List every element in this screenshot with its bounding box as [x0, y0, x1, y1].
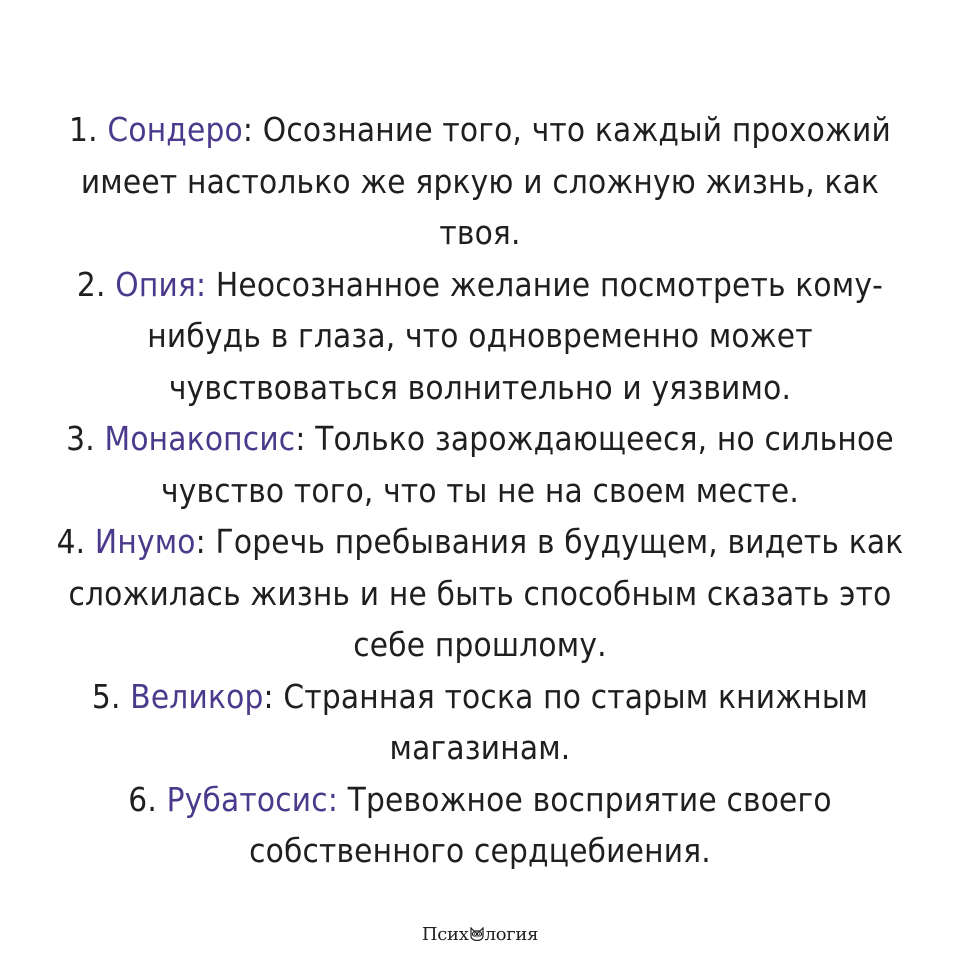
list-item-6	[40, 774, 920, 877]
item-number: 5.	[91, 676, 121, 716]
term-definition: Странная тоска по старым книжным магазинам.	[283, 676, 869, 767]
item-number: 6.	[128, 779, 158, 819]
item-number: 3.	[66, 419, 95, 458]
term-separator: :	[242, 110, 254, 149]
term-definition: Неосознанное желание посмотреть кому-нибудь в глаза, что одновременно может чувствоваться волнительно и уязвимо.	[147, 264, 884, 407]
term-definition: Тревожное восприятие своего собственного сердцебиения.	[249, 779, 832, 870]
list-item-4	[40, 516, 920, 671]
term-label: Сондеро	[107, 110, 243, 149]
term-separator: :	[263, 676, 274, 716]
term-label: Опия	[115, 264, 197, 304]
term-label: Инумо	[94, 522, 196, 561]
owl-icon	[469, 925, 485, 939]
brand-text-right: логия	[484, 924, 539, 945]
item-number: 2.	[76, 264, 106, 304]
term-label: Рубатосис	[166, 779, 328, 819]
term-label: Великор	[130, 676, 264, 716]
term-separator: :	[327, 779, 339, 819]
brand-text-left: Псих	[421, 924, 469, 945]
term-definition: Осознание того, что каждый прохожий имеет настолько же яркую и сложную жизнь, как твоя.	[80, 110, 891, 252]
term-definition: Горечь пребывания в будущем, видеть как сложилась жизнь и не быть способным сказать это себе прошлому.	[68, 522, 904, 664]
list-item-1	[40, 104, 920, 259]
item-number: 4.	[56, 522, 86, 561]
term-separator: :	[196, 264, 207, 304]
item-number: 1.	[69, 110, 98, 149]
term-definition: Только зарождающееся, но сильное чувство того, что ты не на своем месте.	[161, 419, 894, 510]
term-separator: :	[295, 419, 306, 458]
term-separator: :	[195, 522, 206, 561]
list-item-2	[40, 259, 920, 414]
list-item-5	[40, 671, 920, 774]
list-item-3	[40, 413, 920, 516]
brand-footer	[0, 924, 960, 946]
term-label: Монакопсис	[104, 419, 296, 458]
terms-list	[40, 104, 920, 877]
